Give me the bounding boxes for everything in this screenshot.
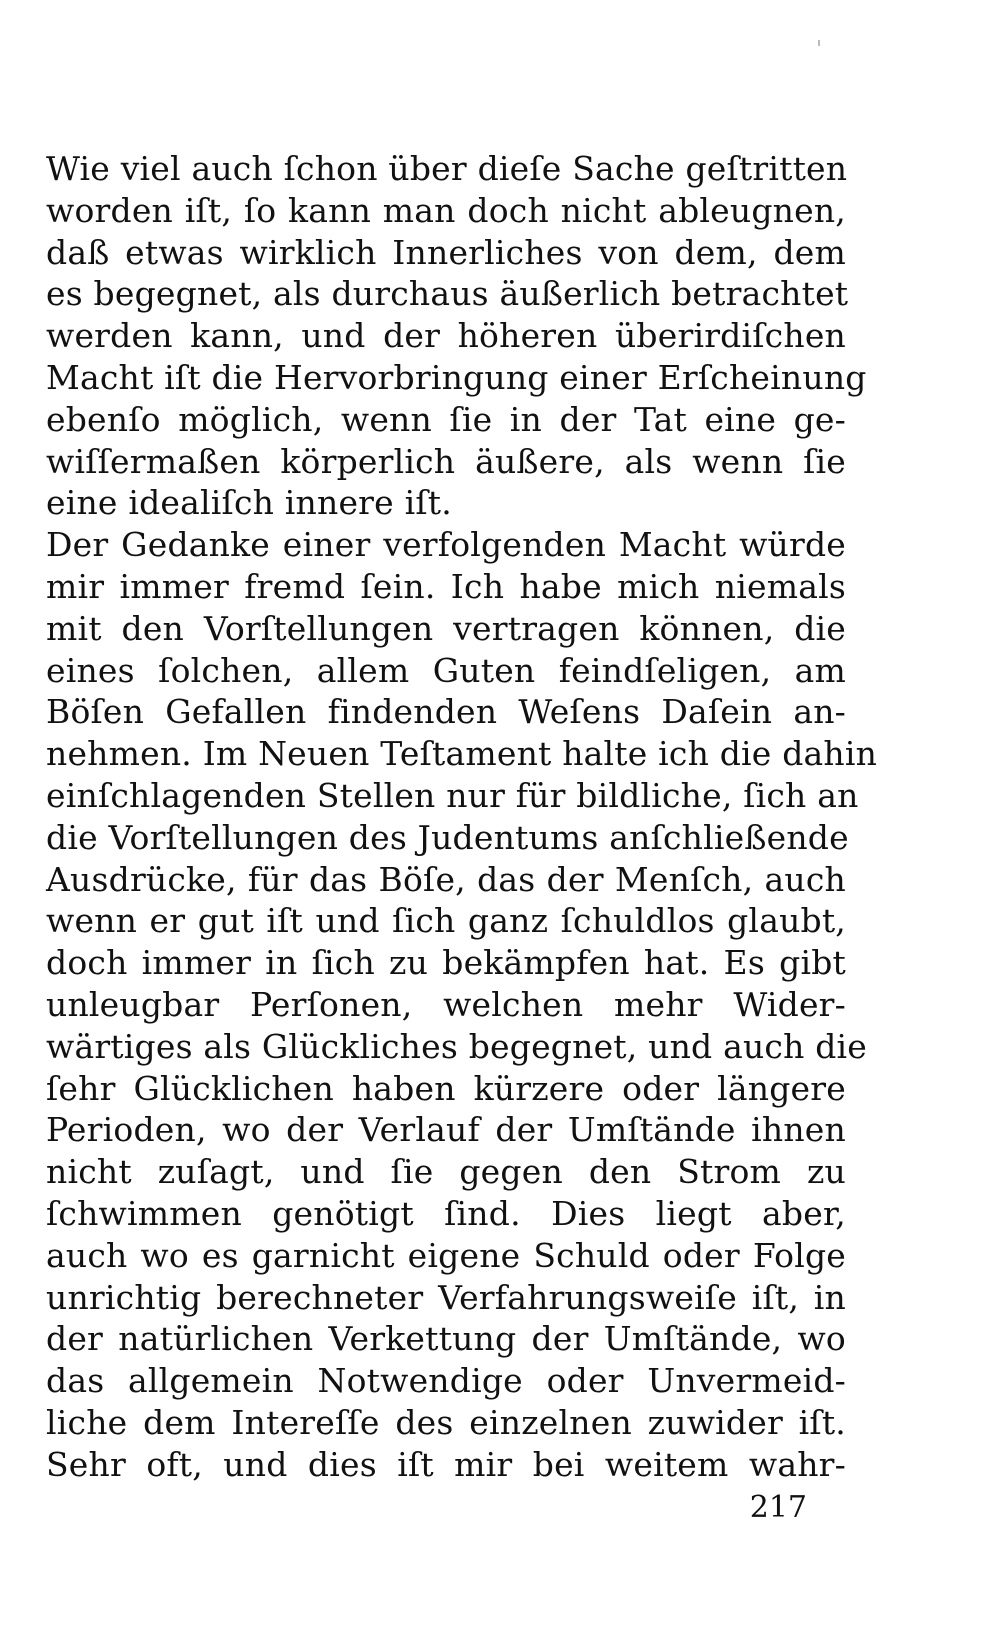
text-line-19: wenn er gut iſt und ſich ganz ſchuldlos glaubt, [46,901,846,941]
text-line-20: doch immer in ſich zu bekämpfen hat. Es gibt [46,943,846,983]
text-line-2: worden iſt, ſo kann man doch nicht ableugnen, [46,190,846,230]
text-line-30: das allgemein Notwendige oder Unvermeid- [46,1361,846,1401]
text-line-17: die Vorſtellungen des Judentums anſchließende [46,817,849,857]
text-line-1: Wie viel auch ſchon über dieſe Sache geſtritten [46,149,848,188]
text-line-22: wärtiges als Glückliches begegnet, und auch die [46,1026,868,1066]
text-line-10: Der Gedanke einer verfolgenden Macht würde [46,525,846,565]
text-line-8: wiſſermaßen körperlich äußere, als wenn ſie [46,441,846,481]
text-line-26: ſchwimmen genötigt ſind. Dies liegt aber, [46,1193,846,1233]
text-line-7: ebenſo möglich, wenn ſie in der Tat eine ge- [46,399,846,439]
text-line-15: nehmen. Im Neuen Teſtament halte ich die dahin [46,734,878,774]
text-line-23: ſehr Glücklichen haben kürzere oder längere [46,1068,846,1108]
text-line-29: der natürlichen Verkettung der Umſtände, wo [46,1319,846,1359]
text-line-28: unrichtig berechneter Verfahrungsweiſe iſt, in [46,1277,846,1317]
text-line-4: es begegnet, als durchaus äußerlich betrachtet [46,274,849,314]
text-line-18: Ausdrücke, für das Böſe, das der Menſch, auch [46,859,846,899]
text-line-6: Macht iſt die Hervorbringung einer Erſcheinung [46,357,867,397]
text-line-24: Perioden, wo der Verlauf der Umſtände ihnen [46,1110,846,1150]
text-line-27: auch wo es garnicht eigene Schuld oder Folge [46,1235,846,1275]
text-line-3: daß etwas wirklich Innerliches von dem, dem [46,232,846,272]
text-line-21: unleugbar Perſonen, welchen mehr Wider- [46,984,846,1024]
text-line-13: eines ſolchen, allem Guten feindſeligen, am [46,650,846,690]
text-line-12: mit den Vorſtellungen vertragen können, die [46,608,846,648]
text-line-32: Sehr oft, und dies iſt mir bei weitem wahr- [46,1444,846,1484]
text-line-25: nicht zuſagt, und ſie gegen den Strom zu [46,1152,846,1192]
text-line-5: werden kann, und der höheren überirdiſchen [46,316,846,356]
text-line-9: eine idealiſch innere iſt. [46,483,452,523]
text-line-16: einſchlagenden Stellen nur für bildliche, ſich an [46,775,859,815]
body-text [46,148,878,1486]
scan-speck [818,40,820,46]
text-line-31: liche dem Intereſſe des einzelnen zuwider iſt. [46,1402,846,1442]
page-number: 217 [749,1490,807,1525]
text-line-14: Böſen Gefallen findenden Weſens Daſein an- [46,692,846,732]
text-line-11: mir immer fremd ſein. Ich habe mich niemals [46,566,846,606]
